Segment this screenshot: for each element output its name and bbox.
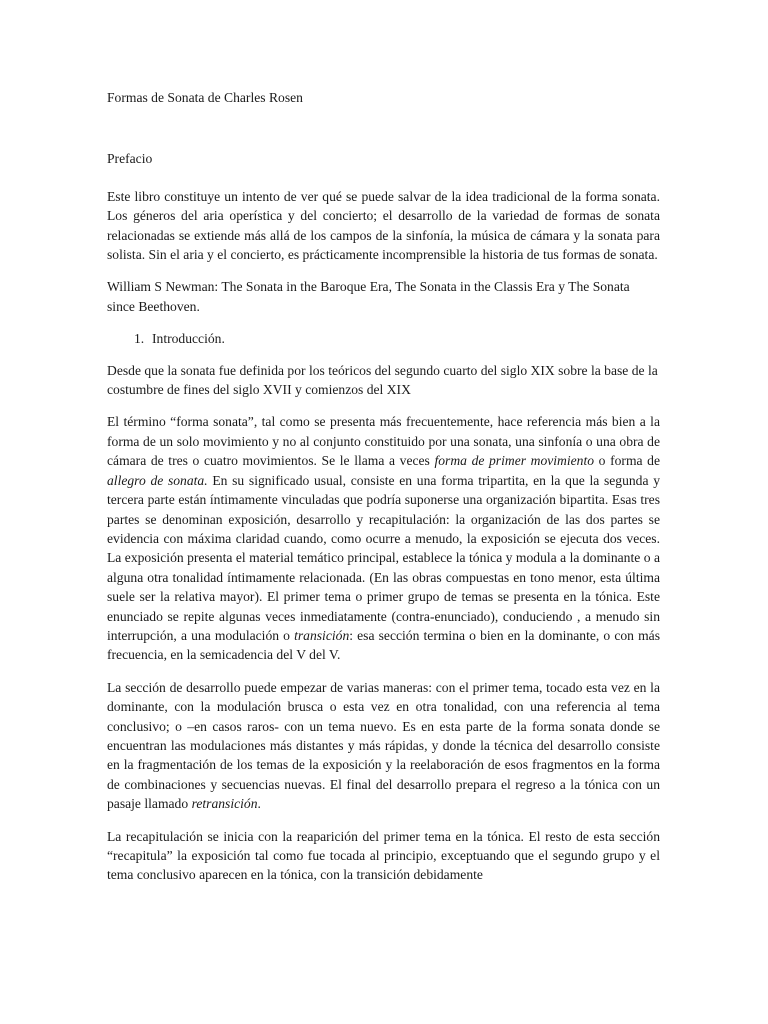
italic-run: retransición	[191, 796, 258, 812]
text-run: o forma de	[594, 453, 661, 469]
preface-heading: Prefacio	[107, 151, 153, 167]
list-item-label: Introducción.	[152, 331, 225, 347]
list-item-introduction	[107, 329, 660, 348]
list-item-number: 1.	[134, 331, 145, 347]
text-run: : esa sección termina o bien en la dominante, o con más frecuencia, en la semicadencia del V del V.	[107, 627, 660, 663]
italic-run: allegro de sonata.	[107, 472, 208, 488]
paragraph-preface: Este libro constituye un intento de ver qué se puede salvar de la idea tradicional de la forma sonata. Los géneros del aria operística y del concierto; el desarrollo de la variedad de formas de sonata relacionadas se extiende más allá de los campos de la sinfonía, la música de cámara y la sonata para solista. Sin el aria y el concierto, es prácticamente incomprensible la historia de tus formas de sonata.	[107, 188, 660, 263]
paragraph-newman-reference: William S Newman: The Sonata in the Baroque Era, The Sonata in the Classis Era y The Sonata since Beethoven.	[107, 279, 630, 314]
italic-run: transición	[294, 627, 350, 643]
paragraph-definition: Desde que la sonata fue definida por los teóricos del segundo cuarto del siglo XIX sobre la base de la costumbre de fines del siglo XVII y comienzos del XIX	[107, 362, 658, 398]
paragraph-development	[107, 678, 660, 814]
text-run: La sección de desarrollo puede empezar de varias maneras: con el primer tema, tocado esta vez en la dominante, con la modulación brusca o esta vez en otra tonalidad, con una referencia al tema conclusivo; o –en casos raros- con un tema nuevo. Es en esta parte de la forma sonata donde se encuentran las modulaciones más distantes y más rápidas, y donde la técnica del desarrollo consiste en la fragmentación de los temas de la exposición y la reelaboración de esos fragmentos en la forma de combinaciones y secuencias nuevas. El final del desarrollo prepara el regreso a la tónica con un pasaje llamado	[107, 679, 660, 812]
text-run: En su significado usual, consiste en una forma tripartita, en la que la segunda y tercera parte están íntimamente vinculadas que podría suponerse una organización bipartita. Esas tres partes se denominan exposición, desarrollo y recapitulación: la organización de las dos partes se evidencia con máxima claridad cuando, como ocurre a menudo, la exposición se ejecuta dos veces. La exposición presenta el material temático principal, establece la tónica y modula a la dominante o a alguna otra tonalidad íntimamente relacionada. (En las obras compuestas en tono menor, esta última suele ser la relativa mayor). El primer tema o primer grupo de temas se presenta en la tónica. Este enunciado se repite algunas veces inmediatamente (contra-enunciado), conduciendo , a menudo sin interrupción, a una modulación o	[107, 472, 660, 643]
paragraph-recapitulation: La recapitulación se inicia con la reaparición del primer tema en la tónica. El resto de esta sección “recapitula” la exposición tal como fue tocada al principio, exceptuando que el segundo grupo y el tema conclusivo aparecen en la tónica, con la transición debidamente	[107, 828, 660, 883]
text-run: El término “forma sonata”, tal como se presenta más frecuentemente, hace referencia más bien a la forma de un solo movimiento y no al conjunto constituido por una sonata, una sinfonía o una obra de cámara de tres o cuatro movimientos. Se le llama a veces	[107, 414, 660, 469]
text-run: .	[257, 796, 261, 812]
paragraph-forma-sonata	[107, 412, 660, 664]
italic-run: forma de primer movimiento	[434, 453, 595, 469]
document-title: Formas de Sonata de Charles Rosen	[107, 90, 303, 105]
